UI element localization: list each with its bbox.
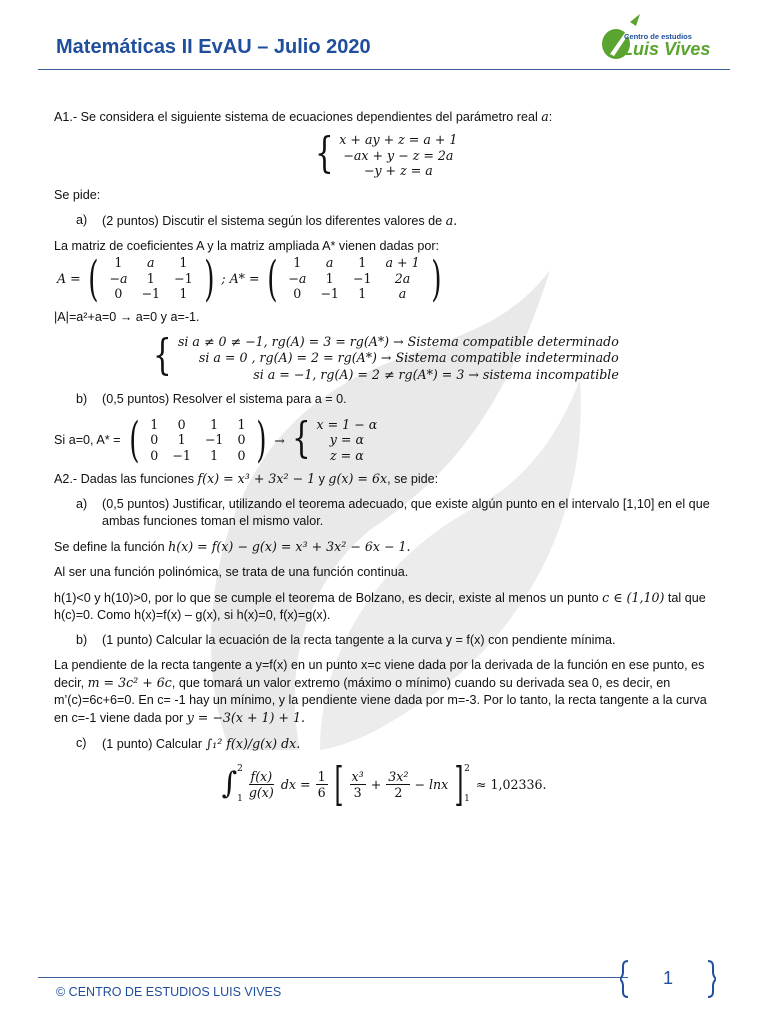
page-number-box xyxy=(620,960,716,998)
a2-intro: A2.- Dadas las funciones f(x) = x³ + 3x² − 1 y g(x) = 6x, se pide: xyxy=(54,471,439,486)
matrices-intro: La matriz de coeficientes A y la matriz ampliada A* vienen dadas por: xyxy=(54,238,440,253)
footer-copyright: © CENTRO DE ESTUDIOS LUIS VIVES xyxy=(56,985,282,999)
se-pide: Se pide: xyxy=(54,187,101,202)
determinant: |A|=a²+a=0 → a=0 y a=-1. xyxy=(54,309,200,324)
a1-intro: A1.- Se considera el siguiente sistema de ecuaciones dependientes del parámetro real a: xyxy=(54,109,553,124)
document-body xyxy=(54,108,714,811)
logo xyxy=(600,14,716,66)
footer-divider xyxy=(38,977,628,978)
a1-part-a: a) (2 puntos) Discutir el sistema según los diferentes valores de a. xyxy=(76,212,458,228)
page-number: 1 xyxy=(662,968,673,988)
integral-result: ∫ 2 1 $\frac{f(x)}{g(x)}$ dx = $\frac{1}{6}$ [ $\frac{\text{x³}}{3}$ + $\frac{\text{3x²}}{2}$ − lnx ] 2 1 ≈ 1,02336. xyxy=(221,757,547,811)
bolzano-paragraph: h(1)<0 y h(10)>0, por lo que se cumple el teorema de Bolzano, es decir, existe al menos un punto c ∈ (1,10) tal que h(c)=0. Como h(x)=f(x) – g(x), si h(x)=0, f(x)=g(x). xyxy=(54,590,706,622)
a1-part-b: b) (0,5 puntos) Resolver el sistema para a = 0. xyxy=(76,392,347,406)
a2-part-c: c) (1 punto) Calcular ∫₁² f(x)/g(x) dx. xyxy=(76,736,301,751)
header-divider xyxy=(38,69,730,70)
page-title: Matemáticas II EvAU – Julio 2020 xyxy=(56,36,371,58)
matrix-A-star: 1 a 1 a + 1 −a 1 −1 2a 0 −1 1 a xyxy=(288,255,420,302)
a2-part-b: b) (1 punto) Calcular la ecuación de la recta tangente a la curva y = f(x) con pendiente mínima. xyxy=(76,633,616,647)
left-brace: { xyxy=(314,128,334,177)
logo-subtitle: Centro de estudios xyxy=(624,32,692,41)
matrix-A: 1 a 1 −a 1 −1 0 −1 1 xyxy=(109,255,193,302)
logo-name: Luis Vives xyxy=(622,39,711,59)
continuity-note: Al ser una función polinómica, se trata de una función continua. xyxy=(54,565,409,579)
a2-part-a: a) (0,5 puntos) Justificar, utilizando el teorema adecuado, que existe algún punto en el intervalo [1,10] en el que ambas funciones toman el mismo valor. xyxy=(76,497,710,528)
solution-matrix: 1 0 1 1 0 1 −1 0 0 −1 1 0 xyxy=(150,416,246,463)
tangent-paragraph: La pendiente de la recta tangente a y=f(x) en un punto x=c viene dada por la derivada de la función en ese punto, es decir, m = 3c² + 6c, que tomará un valor extremo (máximo o mínimo) cuando su derivada sea 0, es decir, en m’(c)=6c+6=0. En c= -1 hay un mínimo, y la pendiente viene dada por m=-3. Por lo tanto, la recta tangente a la curva en c=-1 viene dada por y = −3(x + 1) + 1. xyxy=(54,658,707,725)
h-definition: Se define la función h(x) = f(x) − g(x) = x³ + 3x² − 6x − 1. xyxy=(54,539,411,554)
discussion-cases: { si a ≠ 0 ≠ −1, rg(A) = 3 = rg(A*) → Sistema compatible determinado si a = 0 , rg(A) = 2 = rg(A*) → Sistema compatible indeterminado si a = −1, rg(A) = 2 ≠ rg(A*) = 3 → sistema incompatible xyxy=(153,329,619,382)
a1-system: { x + ay + z = a + 1 −ax + y − z = 2a −y + z = a xyxy=(314,128,458,178)
solution-row: Si a=0, A* = ( 1 0 1 1 0 1 −1 0 0 −1 1 0 ) → { x = 1 − α y = α z = α xyxy=(54,412,378,468)
matrices-row: A = ( 1 a 1 −a 1 −1 0 −1 1 ) ; A* = ( 1 a 1 a + 1 −a 1 −1 2a 0 −1 1 a ) xyxy=(57,250,442,307)
